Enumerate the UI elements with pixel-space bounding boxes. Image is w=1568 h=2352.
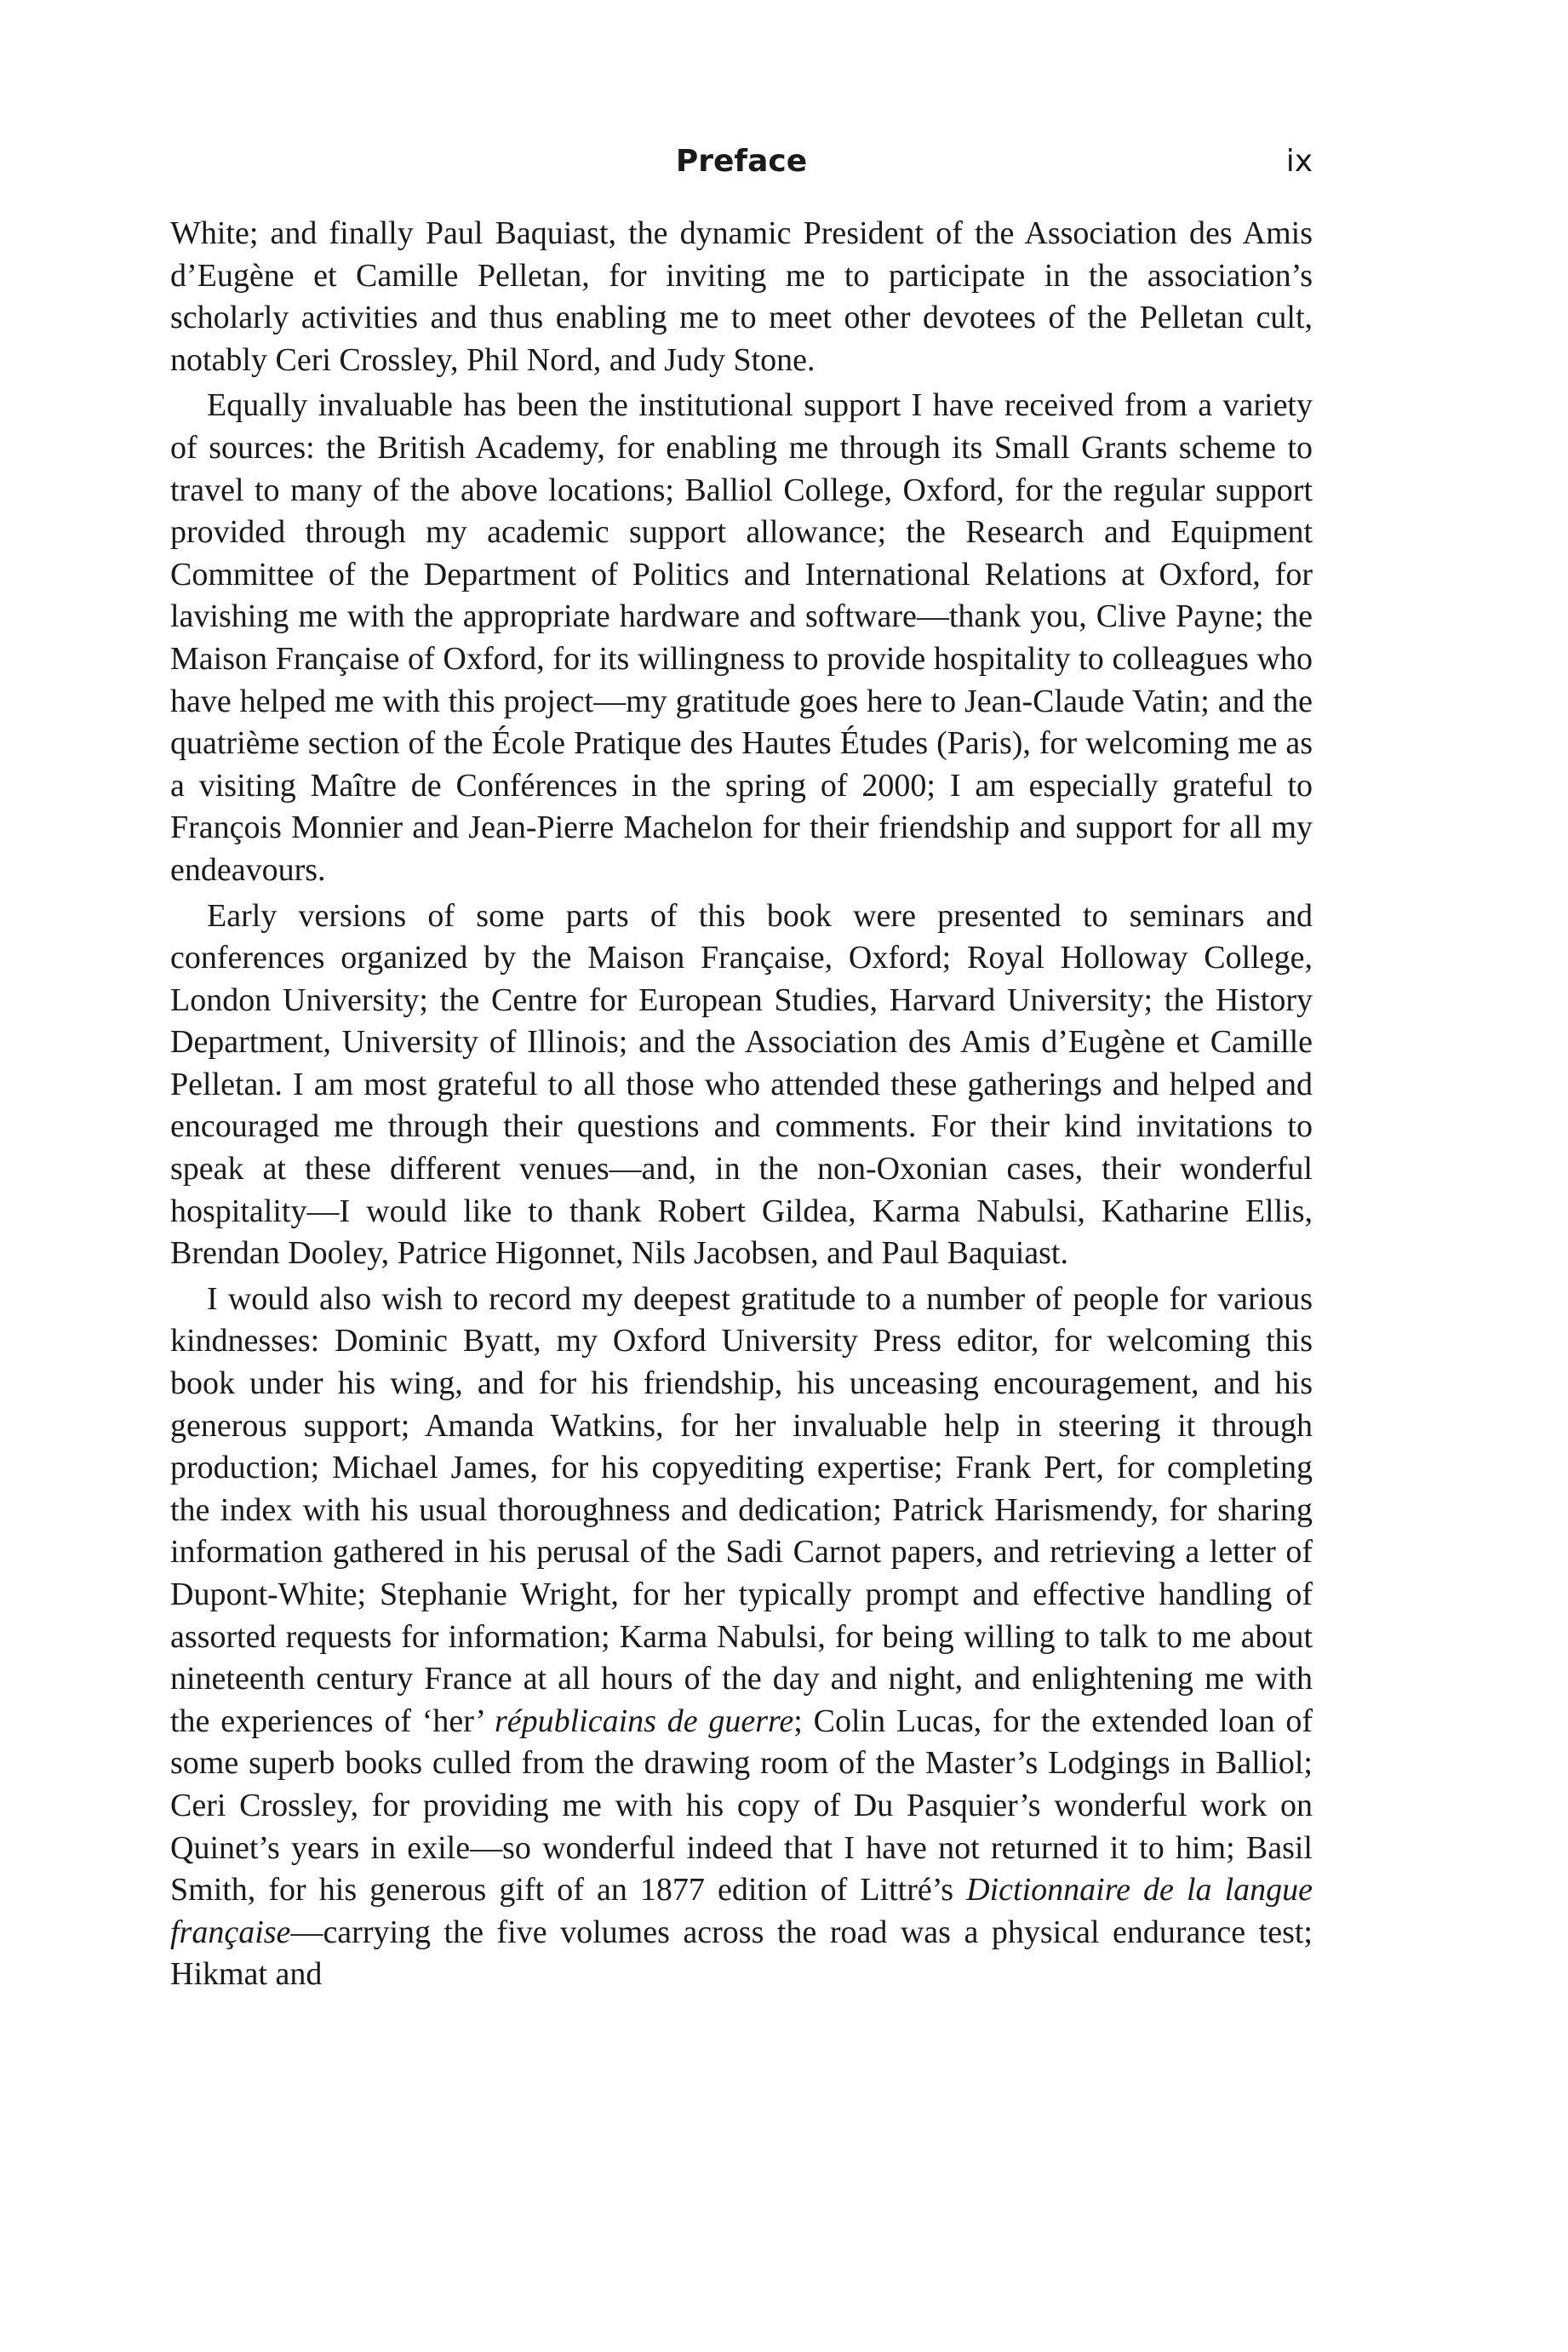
paragraph-text: Equally invaluable has been the institutional support I have received from a variety of sources: the British Academy, for enabling me through its Small Grants scheme to travel to many of the above locations; Balliol College, Oxford, for the regular support provided through my academic support allowance; the Research and Equipment Committee of the Department of Politics and International Relations at Oxford, for lavishing me with the appropriate hardware and software—thank you, Clive Payne; the Maison Française of Oxford, for its willingness to provide hospitality to colleagues who have helped me with this project—my gratitude goes here to Jean-Claude Vatin; and the quatrième section of the École Pratique des Hautes Études (Paris), for welcoming me as a visiting Maître de Conférences in the spring of 2000; I am especially grateful to François Monnier and Jean-Pierre Machelon for their friendship and support for all my endeavours.	[170, 387, 1313, 888]
paragraph-text: Early versions of some parts of this book were presented to seminars and conferences organized by the Maison Française, Oxford; Royal Holloway College, London University; the Centre for European Studies, Harvard University; the History Department, University of Illinois; and the Association des Amis d’Eugène et Camille Pelletan. I am most grateful to all those who attended these gatherings and helped and encouraged me through their questions and comments. For their kind invitations to speak at these different venues—and, in the non-Oxonian cases, their wonderful hospitality—I would like to thank Robert Gildea, Karma Nabulsi, Katharine Ellis, Brendan Dooley, Patrice Higonnet, Nils Jacobsen, and Paul Baquiast.	[170, 897, 1313, 1272]
paragraph-text: White; and finally Paul Baquiast, the dynamic President of the Association des Amis d’Eugène et Camille Pelletan, for inviting me to participate in the association’s scholarly activities and thus enabling me to meet other devotees of the Pelletan cult, notably Ceri Crossley, Phil Nord, and Judy Stone.	[170, 215, 1313, 378]
paragraph-seminars	[170, 896, 1313, 1275]
paragraph-text: —carrying the five volumes across the road was a physical endurance test; Hikmat and	[170, 1914, 1313, 1993]
running-title: Preface	[675, 144, 808, 179]
italic-title: Dictionnaire de la langue française	[170, 1872, 1313, 1950]
paragraph-text: ; Colin Lucas, for the extended loan of some superb books culled from the drawing room of the Master’s Lodgings in Balliol; Ceri Crossley, for providing me with his copy of Du Pasquier’s wonderful work on Quinet’s years in exile—so wonderful indeed that I have not returned it to him; Basil Smith, for his generous gift of an 1877 edition of Littré’s	[170, 1702, 1313, 1908]
paragraph-personal-thanks	[170, 1279, 1313, 1996]
paragraph-institutional-support	[170, 385, 1313, 891]
page-header	[170, 140, 1313, 183]
italic-title: républicains de guerre	[494, 1702, 794, 1739]
paragraph-text: I would also wish to record my deepest gratitude to a number of people for various kindnesses: Dominic Byatt, my Oxford University Press editor, for welcoming this book under his wing, and for his friendship, his unceasing encouragement, and his generous support; Amanda Watkins, for her invaluable help in steering it through production; Michael James, for his copyediting expertise; Frank Pert, for completing the index with his usual thoroughness and dedication; Patrick Harismendy, for sharing information gathered in his perusal of the Sadi Carnot papers, and retrieving a letter of Dupont-White; Stephanie Wright, for her typically prompt and effective handling of assorted requests for information; Karma Nabulsi, for being willing to talk to me about nineteenth century France at all hours of the day and night, and enlightening me with the experiences of ‘her’	[170, 1280, 1313, 1739]
body-text	[170, 213, 1313, 1996]
page-number: ix	[1285, 144, 1313, 179]
paragraph-continuation	[170, 213, 1313, 381]
